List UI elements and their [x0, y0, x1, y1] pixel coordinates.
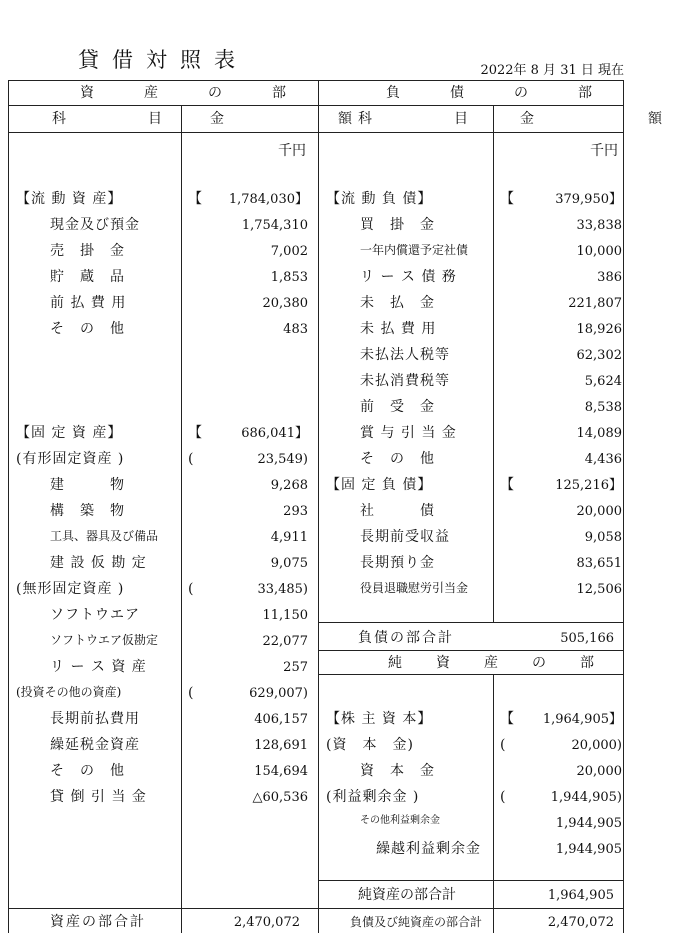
liability-item-label: 一年内償還予定社債 — [360, 243, 469, 257]
asset-item-amount: 1,853 — [270, 270, 308, 285]
liability-item-label: 社 債 — [360, 503, 435, 519]
asset-item-label: リ ー ス 資 産 — [50, 659, 147, 675]
liability-item-label: リ ー ス 債 務 — [360, 269, 457, 285]
liability-item-amount: 10,000 — [576, 244, 622, 259]
liability-item-amount: 9,058 — [584, 530, 622, 545]
liability-item-amount: 14,089 — [576, 426, 622, 441]
net-asset-item-amount: 20,000 — [576, 764, 622, 779]
grid-line — [318, 674, 624, 675]
liabilities-section-header: 負 債 の 部 — [386, 85, 610, 101]
net-asset-item-amount: 20,000) — [571, 738, 622, 753]
asset-item-label: 工具、器具及び備品 — [50, 529, 159, 543]
liability-item-label: 未 払 金 — [360, 295, 435, 311]
liability-item-amount: 33,838 — [576, 218, 622, 233]
net-asset-item-label: 【株 主 資 本】 — [326, 711, 433, 727]
liability-item-amount: 20,000 — [576, 504, 622, 519]
liability-item-label: 【流 動 負 債】 — [326, 191, 433, 207]
liability-item-amount: 125,216】 — [555, 478, 622, 493]
liability-item-amount: 8,538 — [584, 400, 622, 415]
asset-item-amount: 257 — [283, 660, 308, 675]
asset-item-open-bracket: ( — [188, 685, 194, 701]
asset-item-label: 建 設 仮 勘 定 — [50, 555, 147, 571]
net-asset-item-amount: 1,964,905】 — [542, 712, 622, 727]
asset-item-label: 前 払 費 用 — [50, 295, 127, 311]
asset-item-amount: 1,754,310 — [241, 218, 308, 233]
asset-item-label: 長期前払費用 — [50, 711, 140, 727]
liabilities-amount-header: 金 額 — [520, 111, 680, 127]
net-asset-item-label: 繰越利益剰余金 — [376, 841, 481, 857]
asset-item-amount: 1,784,030】 — [228, 192, 308, 207]
asset-item-label: 【固 定 資 産】 — [16, 425, 123, 441]
liability-item-label: 未払法人税等 — [360, 347, 450, 363]
grid-line — [493, 674, 494, 933]
liability-item-label: 【固 定 負 債】 — [326, 477, 433, 493]
assets-unit-label: 千円 — [278, 143, 306, 159]
asset-item-amount: 293 — [283, 504, 308, 519]
asset-item-amount: 23,549) — [257, 452, 308, 467]
asset-item-open-bracket: ( — [188, 581, 194, 597]
liability-item-amount: 18,926 — [576, 322, 622, 337]
asset-item-label: (無形固定資産 ) — [16, 581, 125, 597]
asset-item-amount: 406,157 — [254, 712, 308, 727]
grid-line — [8, 132, 624, 133]
grid-line — [181, 105, 182, 933]
document-title: 貸借対照表 — [78, 48, 248, 72]
assets-total-amount: 2,470,072 — [233, 915, 300, 930]
net-asset-item-label: その他利益剰余金 — [360, 815, 440, 826]
asset-item-amount: 9,075 — [270, 556, 308, 571]
grid-line — [318, 80, 319, 933]
asset-item-label: 売 掛 金 — [50, 243, 125, 259]
net-asset-item-amount: 1,944,905 — [555, 816, 622, 831]
asset-item-label: 建 物 — [50, 477, 125, 493]
asset-item-label: (有形固定資産 ) — [16, 451, 125, 467]
liabilities-total-amount: 505,166 — [560, 631, 614, 646]
net-asset-item-amount: 1,944,905) — [550, 790, 622, 805]
net-asset-item-open-bracket: ( — [500, 789, 506, 805]
asset-item-amount: 20,380 — [262, 296, 308, 311]
asset-item-label: ソフトウエア — [50, 607, 140, 623]
asset-item-amount: △60,536 — [252, 790, 308, 805]
liabilities-unit-label: 千円 — [590, 143, 618, 159]
liability-item-label: 未払消費税等 — [360, 373, 450, 389]
assets-subject-header: 科 目 — [52, 111, 180, 127]
asset-item-label: (投資その他の資産) — [16, 685, 122, 699]
liability-item-label: 未 払 費 用 — [360, 321, 437, 337]
net-assets-total-amount: 1,964,905 — [547, 888, 614, 903]
asset-item-amount: 7,002 — [270, 244, 308, 259]
assets-section-header: 資 産 の 部 — [80, 85, 304, 101]
asset-item-label: ソフトウエア仮勘定 — [50, 633, 159, 647]
asset-item-label: 【流 動 資 産】 — [16, 191, 123, 207]
liability-item-label: 役員退職慰労引当金 — [360, 581, 469, 595]
asset-item-amount: 33,485) — [257, 582, 308, 597]
liability-item-label: 長期預り金 — [360, 555, 435, 571]
asset-item-open-bracket: 【 — [188, 191, 202, 207]
asset-item-amount: 9,268 — [270, 478, 308, 493]
liability-item-amount: 221,807 — [568, 296, 622, 311]
liability-item-amount: 62,302 — [576, 348, 622, 363]
liability-item-label: 賞 与 引 当 金 — [360, 425, 457, 441]
asset-item-label: 構 築 物 — [50, 503, 125, 519]
net-asset-item-open-bracket: ( — [500, 737, 506, 753]
net-assets-section-header: 純 資 産 の 部 — [388, 655, 604, 671]
liability-item-label: 前 受 金 — [360, 399, 435, 415]
liability-item-amount: 379,950】 — [555, 192, 622, 207]
asset-item-amount: 22,077 — [262, 634, 308, 649]
liability-item-label: そ の 他 — [360, 451, 435, 467]
liability-item-amount: 4,436 — [584, 452, 622, 467]
asset-item-label: そ の 他 — [50, 321, 125, 337]
liabilities-subject-header: 科 目 — [358, 111, 486, 127]
grid-line — [493, 105, 494, 622]
liability-item-open-bracket: 【 — [500, 191, 514, 207]
asset-item-amount: 11,150 — [262, 608, 308, 623]
asset-item-label: 現金及び預金 — [50, 217, 140, 233]
assets-total-label: 資産の部合計 — [50, 914, 146, 930]
asset-item-amount: 686,041】 — [241, 426, 308, 441]
grid-line — [318, 880, 624, 881]
net-asset-item-open-bracket: 【 — [500, 711, 514, 727]
asset-item-open-bracket: 【 — [188, 425, 202, 441]
grid-line — [318, 650, 624, 651]
liability-item-amount: 12,506 — [576, 582, 622, 597]
liabilities-total-label: 負債の部合計 — [358, 630, 454, 646]
asset-item-open-bracket: ( — [188, 451, 194, 467]
net-asset-item-label: 資 本 金 — [360, 763, 435, 779]
asset-item-label: 繰延税金資産 — [50, 737, 140, 753]
liability-item-label: 長期前受収益 — [360, 529, 450, 545]
asset-item-amount: 629,007) — [249, 686, 308, 701]
grid-line — [318, 622, 624, 623]
asset-item-amount: 4,911 — [270, 530, 308, 545]
liability-item-amount: 386 — [597, 270, 622, 285]
liability-item-amount: 5,624 — [584, 374, 622, 389]
asset-item-label: そ の 他 — [50, 763, 125, 779]
net-assets-total-label: 純資産の部合計 — [358, 887, 456, 903]
grand-total-label: 負債及び純資産の部合計 — [350, 915, 483, 929]
grid-line — [8, 908, 624, 909]
asset-item-amount: 154,694 — [254, 764, 308, 779]
net-asset-item-label: (資 本 金) — [326, 737, 414, 753]
grand-total-amount: 2,470,072 — [547, 915, 614, 930]
assets-amount-header: 金 額 — [210, 111, 370, 127]
asset-item-label: 貸 倒 引 当 金 — [50, 789, 147, 805]
net-asset-item-label: (利益剰余金 ) — [326, 789, 420, 805]
as-of-date: 2022年 8 月 31 日 現在 — [480, 63, 624, 78]
liability-item-label: 買 掛 金 — [360, 217, 435, 233]
asset-item-amount: 128,691 — [254, 738, 308, 753]
liability-item-amount: 83,651 — [576, 556, 622, 571]
asset-item-label: 貯 蔵 品 — [50, 269, 125, 285]
net-asset-item-amount: 1,944,905 — [555, 842, 622, 857]
liability-item-open-bracket: 【 — [500, 477, 514, 493]
asset-item-amount: 483 — [283, 322, 308, 337]
grid-line — [8, 105, 624, 106]
